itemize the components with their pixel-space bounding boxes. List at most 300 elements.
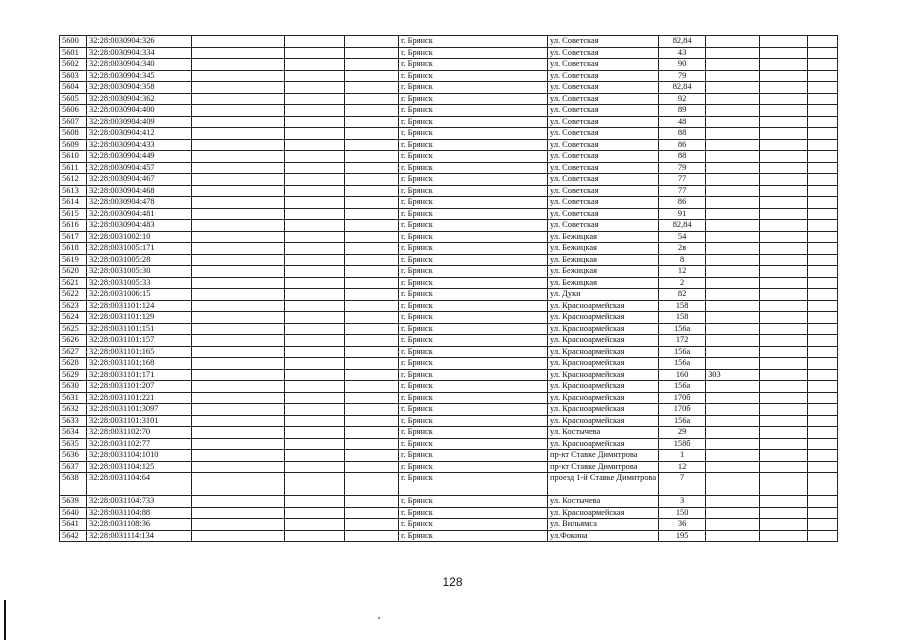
empty-cell xyxy=(345,47,399,59)
apartment-number-cell xyxy=(706,323,760,335)
empty-cell xyxy=(345,277,399,289)
scan-edge-mark xyxy=(4,600,6,640)
empty-cell xyxy=(760,82,808,94)
street-cell: ул. Советская xyxy=(548,208,659,220)
street-cell: ул. Красноармейская xyxy=(548,438,659,450)
street-cell: ул. Дуки xyxy=(548,289,659,301)
empty-cell xyxy=(192,266,285,278)
row-number-cell: 5612 xyxy=(60,174,87,186)
empty-cell xyxy=(192,530,285,542)
empty-cell xyxy=(808,254,838,266)
row-number-cell: 5636 xyxy=(60,450,87,462)
apartment-number-cell xyxy=(706,496,760,508)
row-number-cell: 5619 xyxy=(60,254,87,266)
empty-cell xyxy=(285,254,345,266)
empty-cell xyxy=(345,70,399,82)
street-cell: ул. Вильямса xyxy=(548,519,659,531)
row-number-cell: 5632 xyxy=(60,404,87,416)
street-cell: ул. Красноармейская xyxy=(548,381,659,393)
street-cell: ул. Советская xyxy=(548,116,659,128)
table-row xyxy=(60,438,838,450)
empty-cell xyxy=(192,381,285,393)
cadastral-number-cell: 32:28:0030904:340 xyxy=(87,59,192,71)
apartment-number-cell xyxy=(706,70,760,82)
empty-cell xyxy=(760,93,808,105)
house-number-cell: 82,84 xyxy=(659,220,706,232)
row-number-cell: 5604 xyxy=(60,82,87,94)
empty-cell xyxy=(285,404,345,416)
row-number-cell: 5628 xyxy=(60,358,87,370)
street-cell: ул.Фокина xyxy=(548,530,659,542)
city-cell: г. Брянск xyxy=(399,174,548,186)
empty-cell xyxy=(285,231,345,243)
empty-cell xyxy=(760,231,808,243)
cadastral-number-cell: 32:28:0031101:151 xyxy=(87,323,192,335)
city-cell: г. Брянск xyxy=(399,289,548,301)
empty-cell xyxy=(285,358,345,370)
city-cell: г. Брянск xyxy=(399,277,548,289)
street-cell: ул. Советская xyxy=(548,162,659,174)
apartment-number-cell xyxy=(706,93,760,105)
empty-cell xyxy=(808,358,838,370)
empty-cell xyxy=(760,496,808,508)
empty-cell xyxy=(345,197,399,209)
empty-cell xyxy=(345,82,399,94)
empty-cell xyxy=(192,231,285,243)
empty-cell xyxy=(345,427,399,439)
empty-cell xyxy=(760,116,808,128)
cadastral-number-cell: 32:28:0031006:15 xyxy=(87,289,192,301)
empty-cell xyxy=(192,300,285,312)
empty-cell xyxy=(285,323,345,335)
city-cell: г. Брянск xyxy=(399,461,548,473)
table-row xyxy=(60,381,838,393)
street-cell: пр-кт Ставке Димитрова xyxy=(548,461,659,473)
apartment-number-cell xyxy=(706,392,760,404)
empty-cell xyxy=(192,59,285,71)
apartment-number-cell xyxy=(706,243,760,255)
row-number-cell: 5600 xyxy=(60,36,87,48)
empty-cell xyxy=(345,496,399,508)
table-row xyxy=(60,289,838,301)
cadastral-number-cell: 32:28:0031005:28 xyxy=(87,254,192,266)
cadastral-number-cell: 32:28:0030904:409 xyxy=(87,116,192,128)
house-number-cell: 92 xyxy=(659,93,706,105)
empty-cell xyxy=(285,335,345,347)
street-cell: проезд 1-й Ставке Димитрова xyxy=(548,473,659,496)
apartment-number-cell xyxy=(706,277,760,289)
empty-cell xyxy=(345,450,399,462)
empty-cell xyxy=(285,427,345,439)
empty-cell xyxy=(345,174,399,186)
empty-cell xyxy=(808,277,838,289)
table-row xyxy=(60,162,838,174)
cadastral-number-cell: 32:28:0031005:30 xyxy=(87,266,192,278)
empty-cell xyxy=(192,116,285,128)
cadastral-number-cell: 32:28:0030904:433 xyxy=(87,139,192,151)
cadastral-number-cell: 32:28:0031005:171 xyxy=(87,243,192,255)
empty-cell xyxy=(808,530,838,542)
house-number-cell: 156а xyxy=(659,415,706,427)
empty-cell xyxy=(285,496,345,508)
empty-cell xyxy=(285,220,345,232)
empty-cell xyxy=(760,473,808,496)
street-cell: ул. Советская xyxy=(548,139,659,151)
empty-cell xyxy=(808,461,838,473)
empty-cell xyxy=(192,404,285,416)
table-row xyxy=(60,369,838,381)
empty-cell xyxy=(760,415,808,427)
city-cell: г. Брянск xyxy=(399,93,548,105)
empty-cell xyxy=(345,530,399,542)
house-number-cell: 7 xyxy=(659,473,706,496)
empty-cell xyxy=(345,300,399,312)
empty-cell xyxy=(760,530,808,542)
empty-cell xyxy=(760,162,808,174)
row-number-cell: 5613 xyxy=(60,185,87,197)
empty-cell xyxy=(192,346,285,358)
empty-cell xyxy=(192,47,285,59)
table-row xyxy=(60,139,838,151)
empty-cell xyxy=(192,335,285,347)
house-number-cell: 82 xyxy=(659,289,706,301)
table-row xyxy=(60,36,838,48)
table-row xyxy=(60,519,838,531)
empty-cell xyxy=(192,70,285,82)
street-cell: ул. Красноармейская xyxy=(548,346,659,358)
table-row xyxy=(60,93,838,105)
empty-cell xyxy=(760,312,808,324)
house-number-cell: 88 xyxy=(659,128,706,140)
empty-cell xyxy=(192,220,285,232)
registry-table-container xyxy=(59,35,838,542)
house-number-cell: 12 xyxy=(659,461,706,473)
empty-cell xyxy=(345,116,399,128)
street-cell: ул. Красноармейская xyxy=(548,507,659,519)
city-cell: г. Брянск xyxy=(399,519,548,531)
empty-cell xyxy=(808,231,838,243)
table-row xyxy=(60,220,838,232)
apartment-number-cell xyxy=(706,473,760,496)
city-cell: г. Брянск xyxy=(399,82,548,94)
row-number-cell: 5624 xyxy=(60,312,87,324)
empty-cell xyxy=(285,116,345,128)
cadastral-number-cell: 32:28:0030904:326 xyxy=(87,36,192,48)
empty-cell xyxy=(285,82,345,94)
street-cell: ул. Бежицкая xyxy=(548,254,659,266)
empty-cell xyxy=(285,346,345,358)
table-row xyxy=(60,231,838,243)
cadastral-number-cell: 32:28:0031114:134 xyxy=(87,530,192,542)
table-row xyxy=(60,277,838,289)
city-cell: г. Брянск xyxy=(399,185,548,197)
empty-cell xyxy=(808,369,838,381)
empty-cell xyxy=(760,105,808,117)
empty-cell xyxy=(808,427,838,439)
row-number-cell: 5606 xyxy=(60,105,87,117)
cadastral-number-cell: 32:28:0031108:36 xyxy=(87,519,192,531)
row-number-cell: 5638 xyxy=(60,473,87,496)
city-cell: г. Брянск xyxy=(399,36,548,48)
city-cell: г. Брянск xyxy=(399,415,548,427)
empty-cell xyxy=(760,254,808,266)
apartment-number-cell xyxy=(706,208,760,220)
cadastral-number-cell: 32:28:0031101:124 xyxy=(87,300,192,312)
empty-cell xyxy=(760,450,808,462)
table-row xyxy=(60,266,838,278)
empty-cell xyxy=(808,162,838,174)
street-cell: ул. Советская xyxy=(548,105,659,117)
row-number-cell: 5637 xyxy=(60,461,87,473)
apartment-number-cell xyxy=(706,507,760,519)
table-row xyxy=(60,496,838,508)
empty-cell xyxy=(345,266,399,278)
city-cell: г. Брянск xyxy=(399,220,548,232)
city-cell: г. Брянск xyxy=(399,335,548,347)
cadastral-number-cell: 32:28:0030904:467 xyxy=(87,174,192,186)
table-row xyxy=(60,415,838,427)
empty-cell xyxy=(285,312,345,324)
house-number-cell: 3 xyxy=(659,496,706,508)
row-number-cell: 5609 xyxy=(60,139,87,151)
table-row xyxy=(60,128,838,140)
city-cell: г. Брянск xyxy=(399,208,548,220)
house-number-cell: 54 xyxy=(659,231,706,243)
empty-cell xyxy=(760,277,808,289)
cadastral-number-cell: 32:28:0031002:10 xyxy=(87,231,192,243)
empty-cell xyxy=(760,174,808,186)
empty-cell xyxy=(760,507,808,519)
empty-cell xyxy=(760,358,808,370)
empty-cell xyxy=(760,381,808,393)
apartment-number-cell xyxy=(706,427,760,439)
city-cell: г. Брянск xyxy=(399,381,548,393)
row-number-cell: 5641 xyxy=(60,519,87,531)
empty-cell xyxy=(192,461,285,473)
empty-cell xyxy=(345,139,399,151)
street-cell: ул. Советская xyxy=(548,185,659,197)
empty-cell xyxy=(192,473,285,496)
apartment-number-cell xyxy=(706,231,760,243)
house-number-cell: 195 xyxy=(659,530,706,542)
empty-cell xyxy=(760,197,808,209)
house-number-cell: 170б xyxy=(659,392,706,404)
street-cell: ул. Красноармейская xyxy=(548,323,659,335)
empty-cell xyxy=(808,335,838,347)
row-number-cell: 5640 xyxy=(60,507,87,519)
empty-cell xyxy=(760,59,808,71)
empty-cell xyxy=(345,93,399,105)
empty-cell xyxy=(345,323,399,335)
empty-cell xyxy=(285,381,345,393)
cadastral-number-cell: 32:28:0031101:171 xyxy=(87,369,192,381)
empty-cell xyxy=(345,105,399,117)
empty-cell xyxy=(345,507,399,519)
cadastral-number-cell: 32:28:0031101:3097 xyxy=(87,404,192,416)
apartment-number-cell xyxy=(706,404,760,416)
house-number-cell: 158 xyxy=(659,300,706,312)
cadastral-number-cell: 32:28:0030904:412 xyxy=(87,128,192,140)
table-row xyxy=(60,427,838,439)
empty-cell xyxy=(285,461,345,473)
cadastral-number-cell: 32:28:0031101:3101 xyxy=(87,415,192,427)
empty-cell xyxy=(285,36,345,48)
house-number-cell: 48 xyxy=(659,116,706,128)
apartment-number-cell xyxy=(706,300,760,312)
house-number-cell: 90 xyxy=(659,59,706,71)
empty-cell xyxy=(760,404,808,416)
row-number-cell: 5602 xyxy=(60,59,87,71)
empty-cell xyxy=(192,208,285,220)
cadastral-number-cell: 32:28:0030904:478 xyxy=(87,197,192,209)
table-row xyxy=(60,507,838,519)
empty-cell xyxy=(808,151,838,163)
apartment-number-cell xyxy=(706,59,760,71)
house-number-cell: 79 xyxy=(659,70,706,82)
house-number-cell: 156а xyxy=(659,358,706,370)
apartment-number-cell xyxy=(706,346,760,358)
cadastral-number-cell: 32:28:0030904:481 xyxy=(87,208,192,220)
table-row xyxy=(60,151,838,163)
row-number-cell: 5605 xyxy=(60,93,87,105)
cadastral-number-cell: 32:28:0030904:362 xyxy=(87,93,192,105)
row-number-cell: 5603 xyxy=(60,70,87,82)
empty-cell xyxy=(345,254,399,266)
cadastral-number-cell: 32:28:0031101:207 xyxy=(87,381,192,393)
table-row xyxy=(60,358,838,370)
empty-cell xyxy=(345,415,399,427)
house-number-cell: 150 xyxy=(659,507,706,519)
empty-cell xyxy=(192,323,285,335)
empty-cell xyxy=(808,473,838,496)
empty-cell xyxy=(345,369,399,381)
row-number-cell: 5623 xyxy=(60,300,87,312)
apartment-number-cell xyxy=(706,335,760,347)
empty-cell xyxy=(285,243,345,255)
empty-cell xyxy=(760,220,808,232)
house-number-cell: 2 xyxy=(659,277,706,289)
empty-cell xyxy=(192,139,285,151)
table-row xyxy=(60,404,838,416)
row-number-cell: 5618 xyxy=(60,243,87,255)
empty-cell xyxy=(760,208,808,220)
apartment-number-cell xyxy=(706,36,760,48)
empty-cell xyxy=(345,59,399,71)
empty-cell xyxy=(760,369,808,381)
empty-cell xyxy=(808,185,838,197)
table-row xyxy=(60,461,838,473)
city-cell: г. Брянск xyxy=(399,266,548,278)
table-row xyxy=(60,335,838,347)
apartment-number-cell xyxy=(706,105,760,117)
city-cell: г. Брянск xyxy=(399,392,548,404)
empty-cell xyxy=(192,254,285,266)
empty-cell xyxy=(345,162,399,174)
empty-cell xyxy=(808,450,838,462)
row-number-cell: 5607 xyxy=(60,116,87,128)
empty-cell xyxy=(285,266,345,278)
street-cell: пр-кт Ставке Димитрова xyxy=(548,450,659,462)
empty-cell xyxy=(760,346,808,358)
house-number-cell: 77 xyxy=(659,174,706,186)
row-number-cell: 5642 xyxy=(60,530,87,542)
street-cell: ул. Бежицкая xyxy=(548,266,659,278)
empty-cell xyxy=(760,427,808,439)
table-row xyxy=(60,70,838,82)
table-row xyxy=(60,323,838,335)
city-cell: г. Брянск xyxy=(399,162,548,174)
street-cell: ул. Бежицкая xyxy=(548,277,659,289)
empty-cell xyxy=(345,438,399,450)
table-row xyxy=(60,105,838,117)
table-row xyxy=(60,174,838,186)
empty-cell xyxy=(192,369,285,381)
table-row xyxy=(60,59,838,71)
apartment-number-cell xyxy=(706,312,760,324)
city-cell: г. Брянск xyxy=(399,496,548,508)
street-cell: ул. Красноармейская xyxy=(548,369,659,381)
row-number-cell: 5634 xyxy=(60,427,87,439)
table-row xyxy=(60,392,838,404)
empty-cell xyxy=(760,243,808,255)
empty-cell xyxy=(192,450,285,462)
empty-cell xyxy=(345,404,399,416)
empty-cell xyxy=(345,220,399,232)
house-number-cell: 43 xyxy=(659,47,706,59)
apartment-number-cell xyxy=(706,197,760,209)
empty-cell xyxy=(285,300,345,312)
empty-cell xyxy=(285,519,345,531)
row-number-cell: 5616 xyxy=(60,220,87,232)
street-cell: ул. Красноармейская xyxy=(548,404,659,416)
empty-cell xyxy=(345,381,399,393)
row-number-cell: 5621 xyxy=(60,277,87,289)
empty-cell xyxy=(285,289,345,301)
cadastral-number-cell: 32:28:0030904:400 xyxy=(87,105,192,117)
row-number-cell: 5610 xyxy=(60,151,87,163)
empty-cell xyxy=(760,438,808,450)
apartment-number-cell: 303 xyxy=(706,369,760,381)
street-cell: ул. Красноармейская xyxy=(548,300,659,312)
empty-cell xyxy=(808,496,838,508)
cadastral-number-cell: 32:28:0031104:88 xyxy=(87,507,192,519)
empty-cell xyxy=(808,300,838,312)
row-number-cell: 5635 xyxy=(60,438,87,450)
cadastral-number-cell: 32:28:0031104:64 xyxy=(87,473,192,496)
city-cell: г. Брянск xyxy=(399,231,548,243)
house-number-cell: 86 xyxy=(659,197,706,209)
city-cell: г. Брянск xyxy=(399,323,548,335)
empty-cell xyxy=(760,128,808,140)
empty-cell xyxy=(285,507,345,519)
empty-cell xyxy=(285,47,345,59)
city-cell: г. Брянск xyxy=(399,116,548,128)
apartment-number-cell xyxy=(706,220,760,232)
empty-cell xyxy=(345,312,399,324)
empty-cell xyxy=(808,93,838,105)
empty-cell xyxy=(808,415,838,427)
city-cell: г. Брянск xyxy=(399,254,548,266)
street-cell: ул. Советская xyxy=(548,128,659,140)
empty-cell xyxy=(808,289,838,301)
empty-cell xyxy=(345,346,399,358)
empty-cell xyxy=(192,243,285,255)
street-cell: ул. Костычева xyxy=(548,427,659,439)
empty-cell xyxy=(192,93,285,105)
table-row xyxy=(60,243,838,255)
table-row xyxy=(60,82,838,94)
empty-cell xyxy=(192,392,285,404)
